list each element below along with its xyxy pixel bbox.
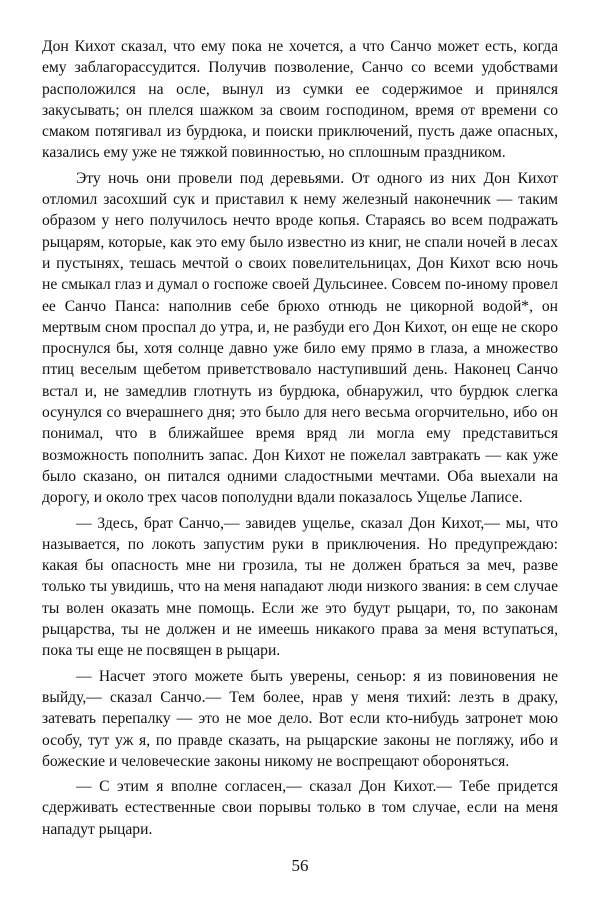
page-number: 56 bbox=[291, 856, 309, 875]
paragraph-2-night-under-trees: Эту ночь они провели под деревьями. От одного из них Дон Кихот отломил засохший сук и приставил к нему железный наконечник — таким образом у него получилось нечто вроде копья. Стараясь во всем подражать рыцарям, которые, как это ему было известно из книг, не спали ночей в лесах и пустынях, тешась мечтой о своих повелительницах, Дон Кихот всю ночь не смыкал глаз и думал о госпоже своей Дульсинее. Совсем по-иному провел ее Санчо Панса: наполнив себе брюхо отнюдь не цикорной водой*, он мертвым сном проспал до утра, и, не разбуди его Дон Кихот, он еще не скоро проснулся бы, хотя солнце давно уже било ему прямо в глаза, а множество птиц веселым щебетом приветствовало наступивший день. Наконец Санчо встал и, не замедлив глотнуть из бурдюка, обнаружил, что бурдюк слегка осунулся со вчерашнего дня; это было для него весьма огорчительно, ибо он понимал, что в ближайшее время вряд ли могла ему представиться возможность пополнить запас. Дон Кихот не пожелал завтракать — как уже было сказано, он питался одними сладостными мечтами. Оба выехали на дорогу, и около трех часов пополудни вдали показалось Ущелье Лаписе. bbox=[42, 169, 558, 507]
paragraph-4-sancho-reply: — Насчет этого можете быть уверены, сеньор: я из повиновения не выйду,— сказал Санчо.— Тем более, нрав у меня тихий: лезть в драку, затевать перепалку — это не мое дело. Вот если кто-нибудь затронет мою особу, тут уж я, по правде сказать, на рыцарские законы не погляжу, ибо и божеские и человеческие законы никому не воспрещают обороняться. bbox=[42, 667, 558, 770]
paragraph-3-don-quixote-speech: — Здесь, брат Санчо,— завидев ущелье, сказал Дон Кихот,— мы, что называется, по локоть запустим руки в приключения. Но предупреждаю: какая бы опасность мне ни грозила, ты не должен браться за меч, разве только ты увидишь, что на меня нападают люди низкого звания: в сем случае ты волен оказать мне помощь. Если же это будут рыцари, то, по законам рыцарства, ты не должен и не имеешь никакого права за меня вступаться, пока ты еще не посвящен в рыцари. bbox=[42, 514, 558, 660]
book-page-text bbox=[42, 36, 558, 840]
paragraph-5-don-quixote-reply: — С этим я вполне согласен,— сказал Дон Кихот.— Тебе придется сдерживать естественные свои порывы только в том случае, если на меня нападут рыцари. bbox=[42, 778, 558, 838]
paragraph-1-continuation: Дон Кихот сказал, что ему пока не хочется, а что Санчо может есть, когда ему заблагорассудится. Получив позволение, Санчо со всеми удобствами расположился на осле, вынул из сумки ее содержимое и принялся закусывать; он плелся шажком за своим господином, время от времени со смаком потягивал из бурдюка, и поиски приключений, пусть даже опасных, казались ему уже не тяжкой повинностью, но сплошным праздником. bbox=[42, 38, 558, 162]
